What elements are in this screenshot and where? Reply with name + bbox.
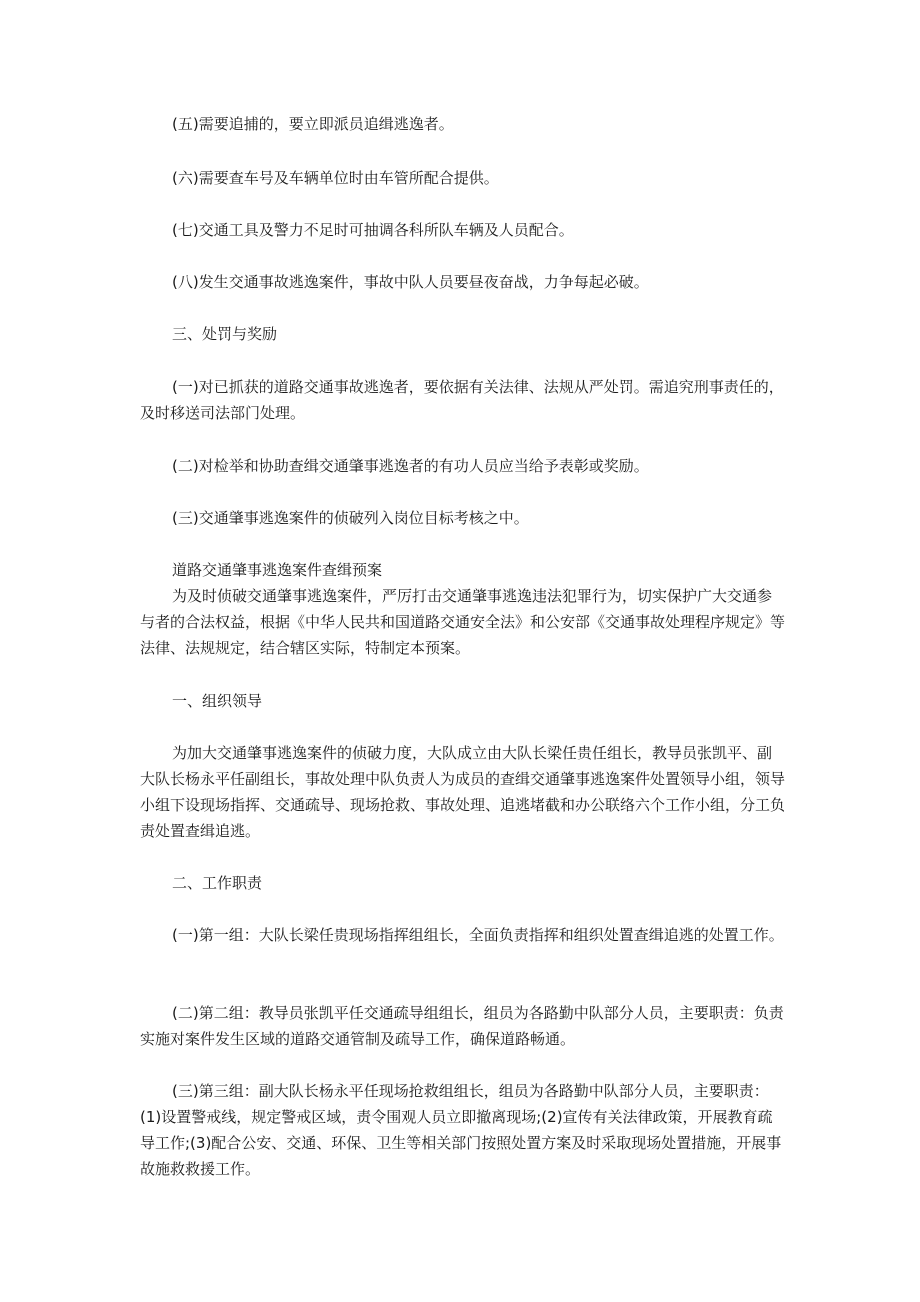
paragraph-8: (八)发生交通事故逃逸案件，事故中队人员要昼夜奋战，力争每起必破。 [172,273,649,291]
paragraph-punish-1: (一)对已抓获的道路交通事故逃逸者，要依据有关法律、法规从严处罚。需追究刑事责任的，及时移送司法部门处理。 [140,378,784,422]
paragraph-duty-1: (一)第一组：大队长梁任贵现场指挥组组长，全面负责指挥和组织处置查缉追逃的处置工作。 [172,926,784,944]
paragraph-7: (七)交通工具及警力不足时可抽调各科所队车辆及人员配合。 [172,221,574,239]
paragraph-duty-3: (三)第三组：副大队长杨永平任现场抢救组组长，组员为各路勤中队部分人员，主要职责：(1)设置警戒线，规定警戒区域，责令围观人员立即撤离现场;(2)宣传有关法律政策，开展教育疏导工作;(3)配合公安、交通、环保、卫生等相关部门按照处置方案及时采取现场处置措施，开展事故施救救援工作。 [140,1082,782,1178]
section-heading-leadership: 一、组织领导 [172,692,263,710]
paragraph-duty-2: (二)第二组：教导员张凯平任交通疏导组组长，组员为各路勤中队部分人员，主要职责：负责实施对案件发生区域的道路交通管制及疏导工作，确保道路畅通。 [140,1004,784,1048]
plan-title: 道路交通肇事逃逸案件查缉预案 [172,561,383,579]
section-heading-punishment: 三、处罚与奖励 [172,325,278,343]
paragraph-leadership: 为加大交通肇事逃逸案件的侦破力度，大队成立由大队长梁任贵任组长，教导员张凯平、副大队长杨永平任副组长，事故处理中队负责人为成员的查缉交通肇事逃逸案件处置领导小组，领导小组下设现场指挥、交通疏导、现场抢救、事故处理、追逃堵截和办公联络六个工作小组，分工负责处置查缉追逃。 [140,744,786,840]
paragraph-punish-3: (三)交通肇事逃逸案件的侦破列入岗位目标考核之中。 [172,509,529,527]
section-heading-duties: 二、工作职责 [172,874,263,892]
paragraph-5: (五)需要追捕的，要立即派员追缉逃逸者。 [172,115,454,133]
paragraph-punish-2: (二)对检举和协助查缉交通肇事逃逸者的有功人员应当给予表彰或奖励。 [172,457,649,475]
plan-intro: 为及时侦破交通肇事逃逸案件，严厉打击交通肇事逃逸违法犯罪行为，切实保护广大交通参与者的合法权益，根据《中华人民共和国道路交通安全法》和公安部《交通事故处理程序规定》等法律、法规规定，结合辖区实际，特制定本预案。 [140,587,786,657]
paragraph-6: (六)需要查车号及车辆单位时由车管所配合提供。 [172,169,499,187]
